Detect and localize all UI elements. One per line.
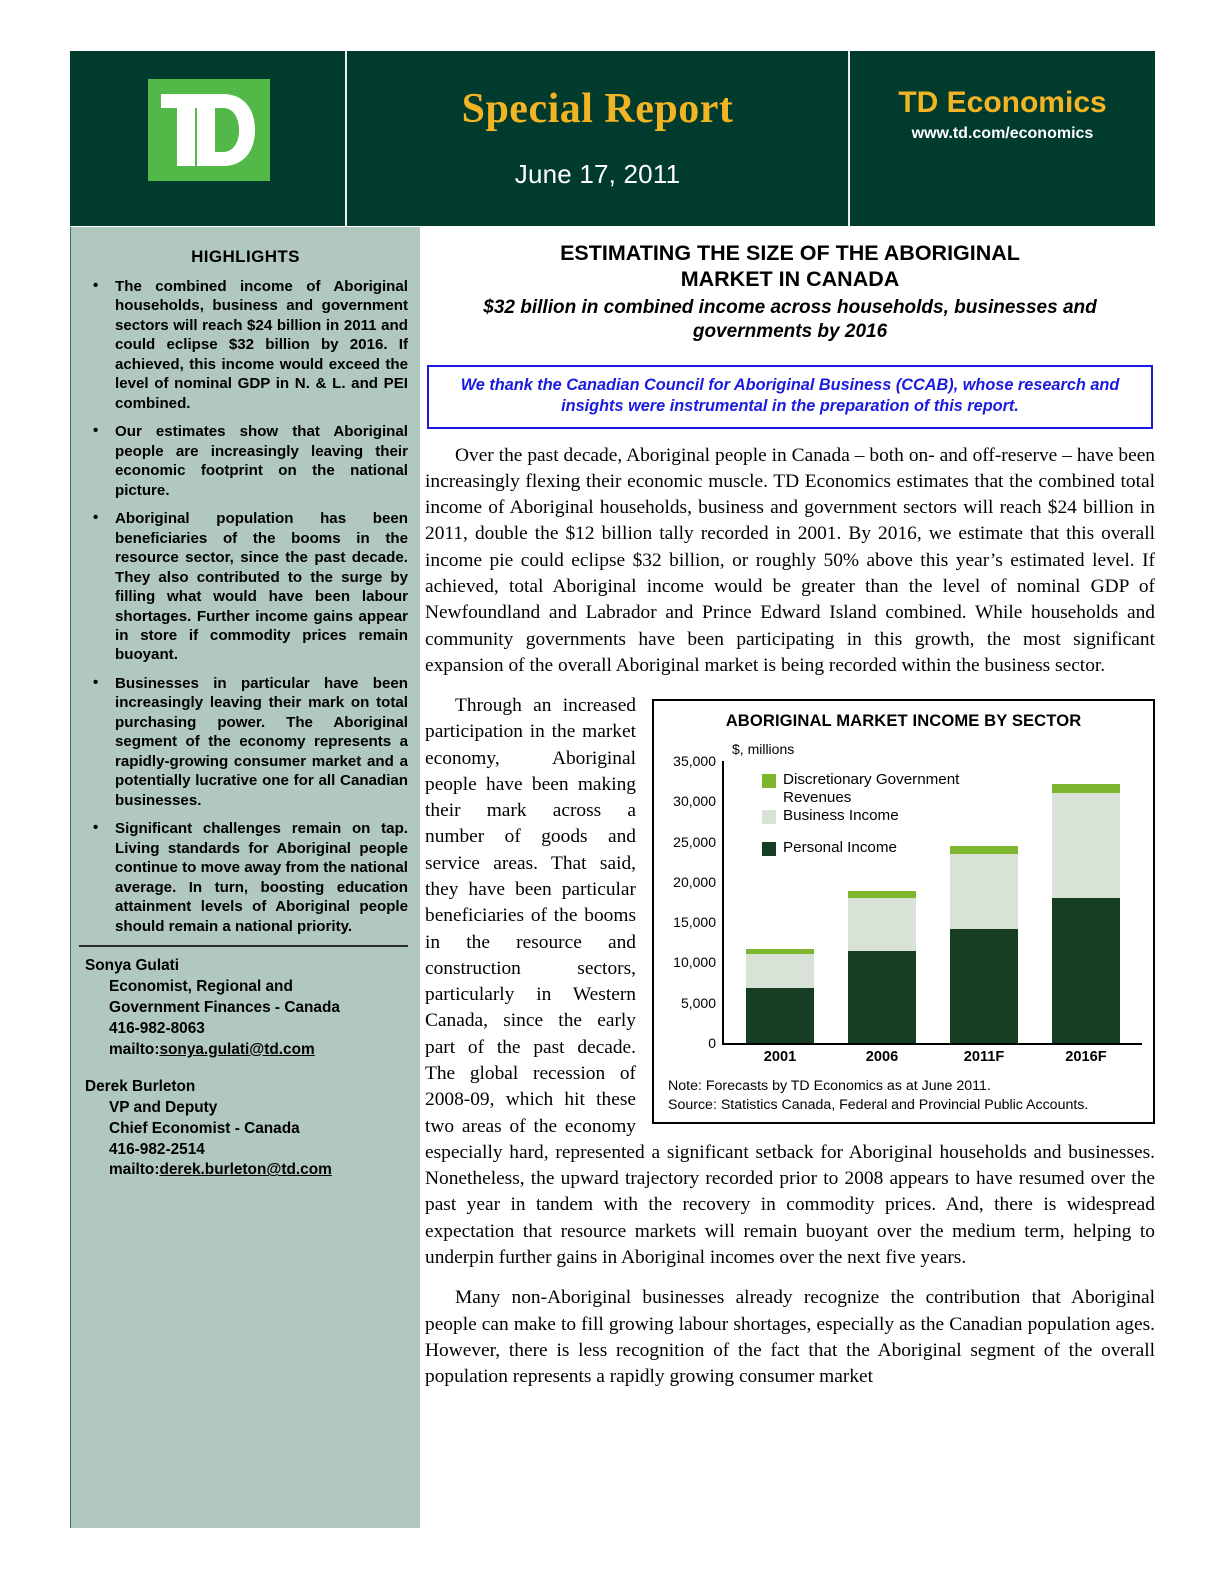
brand-name: TD Economics xyxy=(898,86,1107,119)
page-title-line1: ESTIMATING THE SIZE OF THE ABORIGINAL xyxy=(560,241,1020,265)
header-center xyxy=(347,51,848,226)
bar-segment-personal xyxy=(746,988,814,1043)
body-paragraph: Through an increased participation in the market economy, Aboriginal people have been making their mark across a number of goods and service areas. That said, they have been particular beneficiaries of the booms in the resource and construction sectors, particularly in Western Canada, since the early part of the past decade. The global recession of 2008-09, which hit these two areas of the economy especially hard, represented a significant setback for Aboriginal households and businesses. Nonetheless, the upward trajectory recorded prior to 2008 appears to have resumed over the past year in tandem with the recovery in commodity prices. And, there is widespread expectation that resource markets will remain buoyant over the medium term, helping to underpin further gains in Aboriginal incomes over the next five years. xyxy=(425,695,1155,1268)
highlights-list xyxy=(71,277,420,936)
list-item: • Aboriginal population has been beneficiaries of the booms in the resource sector, since the past decade. They also contributed to the surge by filling what would have been labour shortages. Further income gains appear in store if commodity prices remain buoyant. xyxy=(81,509,408,665)
legend-label-government-line2: Revenues xyxy=(783,789,852,806)
header-brand xyxy=(850,51,1155,226)
contact-role-line: Government Finances - Canada xyxy=(109,998,340,1016)
chart-note: Note: Forecasts by TD Economics as at June 2011. xyxy=(668,1078,991,1095)
list-item: • Our estimates show that Aboriginal people are increasingly leaving their economic footprint on the national picture. xyxy=(81,422,408,500)
bar-segment-business xyxy=(746,954,814,988)
y-tick: 5,000 xyxy=(680,994,716,1011)
mailto-prefix: mailto: xyxy=(109,1161,160,1179)
legend-swatch-business xyxy=(762,810,776,824)
page-title xyxy=(425,240,1155,292)
report-title: Special Report xyxy=(461,85,734,132)
list-item: • The combined income of Aboriginal households, business and government sectors will reach $24 billion in 2011 and could eclipse $32 billion by 2016. If achieved, this income would exceed the level of nominal GDP in N. & L. and PEI combined. xyxy=(81,277,408,413)
page-header xyxy=(70,51,1155,226)
page-subtitle: $32 billion in combined income across households, businesses and governments by 2016 xyxy=(483,297,1097,342)
bar-segment-personal xyxy=(848,951,916,1043)
page-title-line2: MARKET IN CANADA xyxy=(680,267,900,292)
x-axis-categories xyxy=(724,1049,1139,1071)
y-tick: 20,000 xyxy=(673,873,716,890)
bar-2011F xyxy=(950,846,1018,1043)
bar-segment-personal xyxy=(1052,898,1120,1043)
mailto-prefix: mailto: xyxy=(109,1040,160,1058)
y-tick: 0 xyxy=(708,1035,716,1052)
chart-units-label: $, millions xyxy=(732,741,795,758)
bar-segment-business xyxy=(1052,793,1120,898)
contact-role-line: Economist, Regional and xyxy=(109,977,293,995)
contact-email[interactable] xyxy=(109,1040,410,1061)
contact-list xyxy=(71,947,420,1181)
body-paragraph: Many non-Aboriginal businesses already recognize the contribution that Aboriginal people can make to fill growing labour shortages, especially as the Canadian population ages. However, there is less recognition of the fact that the Aboriginal segment of the overall population represents a rapidly growing consumer market xyxy=(425,1287,1155,1388)
legend-entry-business xyxy=(762,807,1062,825)
highlights-sidebar xyxy=(70,227,420,1528)
chart-figure xyxy=(652,699,1155,1124)
chart-legend xyxy=(762,771,1062,857)
email-address[interactable]: derek.burleton@td.com xyxy=(159,1161,332,1179)
text-chart-wrap xyxy=(425,693,1155,1271)
bar-segment-business xyxy=(950,854,1018,930)
x-axis-line xyxy=(722,1043,1142,1045)
bar-2001 xyxy=(746,949,814,1043)
y-tick: 25,000 xyxy=(673,833,716,850)
chart-source: Source: Statistics Canada, Federal and Provincial Public Accounts. xyxy=(668,1096,1089,1113)
contact-email[interactable] xyxy=(109,1160,410,1181)
acknowledgement-text: We thank the Canadian Council for Aboriginal Business (CCAB), whose research and insights were instrumental in the preparation of this report. xyxy=(460,375,1120,416)
bar-segment-government xyxy=(848,891,916,898)
legend-label-personal: Personal Income xyxy=(783,838,897,856)
bar-segment-government xyxy=(1052,784,1120,794)
x-tick: 2001 xyxy=(763,1049,797,1066)
td-logo-mark xyxy=(157,88,261,172)
y-tick: 35,000 xyxy=(673,753,716,770)
list-item: • Significant challenges remain on tap. Living standards for Aboriginal people continue to move away from the national average. In turn, boosting education attainment levels of Aboriginal people should remain a national priority. xyxy=(81,819,408,936)
main-content xyxy=(425,230,1155,1530)
y-axis-ticks xyxy=(654,753,720,1052)
bar-2016F xyxy=(1052,784,1120,1043)
contact-name: Derek Burleton xyxy=(85,1077,196,1095)
bar-segment-personal xyxy=(950,929,1018,1043)
report-date: June 17, 2011 xyxy=(514,159,681,190)
y-tick: 30,000 xyxy=(673,793,716,810)
contact-block xyxy=(85,956,410,1061)
td-logo xyxy=(148,79,270,181)
contact-block xyxy=(85,1077,410,1182)
legend-swatch-government xyxy=(762,774,776,788)
highlights-title: HIGHLIGHTS xyxy=(191,247,300,266)
brand-url[interactable]: www.td.com/economics xyxy=(911,124,1094,142)
bar-segment-business xyxy=(848,898,916,951)
bar-2006 xyxy=(848,891,916,1043)
chart-footnotes xyxy=(668,1077,1088,1114)
contact-name: Sonya Gulati xyxy=(85,957,180,974)
legend-label-business: Business Income xyxy=(783,806,899,824)
contact-phone: 416-982-8063 xyxy=(109,1019,205,1037)
acknowledgement-box xyxy=(427,365,1153,429)
contact-role-line: Chief Economist - Canada xyxy=(109,1119,300,1137)
legend-entry-government xyxy=(762,771,1062,789)
y-tick: 15,000 xyxy=(673,914,716,931)
y-tick: 10,000 xyxy=(673,954,716,971)
x-tick: 2006 xyxy=(865,1049,899,1066)
legend-entry-personal xyxy=(762,839,1062,857)
email-address[interactable]: sonya.gulati@td.com xyxy=(159,1040,315,1058)
x-tick: 2016F xyxy=(1065,1049,1107,1066)
chart-title: ABORIGINAL MARKET INCOME BY SECTOR xyxy=(725,711,1082,731)
contact-role-line: VP and Deputy xyxy=(109,1098,218,1116)
body-paragraph: Over the past decade, Aboriginal people in Canada – both on- and off-reserve – have been increasingly flexing their economic muscle. TD Economics estimates that the combined total income of Aboriginal households, business and government sectors will reach $24 billion in 2011, double the $12 billion tally recorded in 2001. By 2016, we estimate that this overall income pie could eclipse $32 billion, or roughly 50% above this year’s estimated level. If achieved, total Aboriginal income would be greater than the level of nominal GDP of Newfoundland and Labrador and Prince Edward Island combined. While households and community governments have been participating in this growth, the most significant expansion of the overall Aboriginal market is being recorded within the business sector. xyxy=(425,444,1155,676)
legend-label-government: Discretionary Government xyxy=(783,771,960,789)
contact-phone: 416-982-2514 xyxy=(109,1140,205,1158)
x-tick: 2011F xyxy=(963,1049,1005,1066)
list-item: • Businesses in particular have been increasingly leaving their mark on total purchasing power. The Aboriginal segment of the economy represents a rapidly-growing consumer market and a potentially lucrative one for all Canadian businesses. xyxy=(81,674,408,810)
legend-swatch-personal xyxy=(762,842,776,856)
